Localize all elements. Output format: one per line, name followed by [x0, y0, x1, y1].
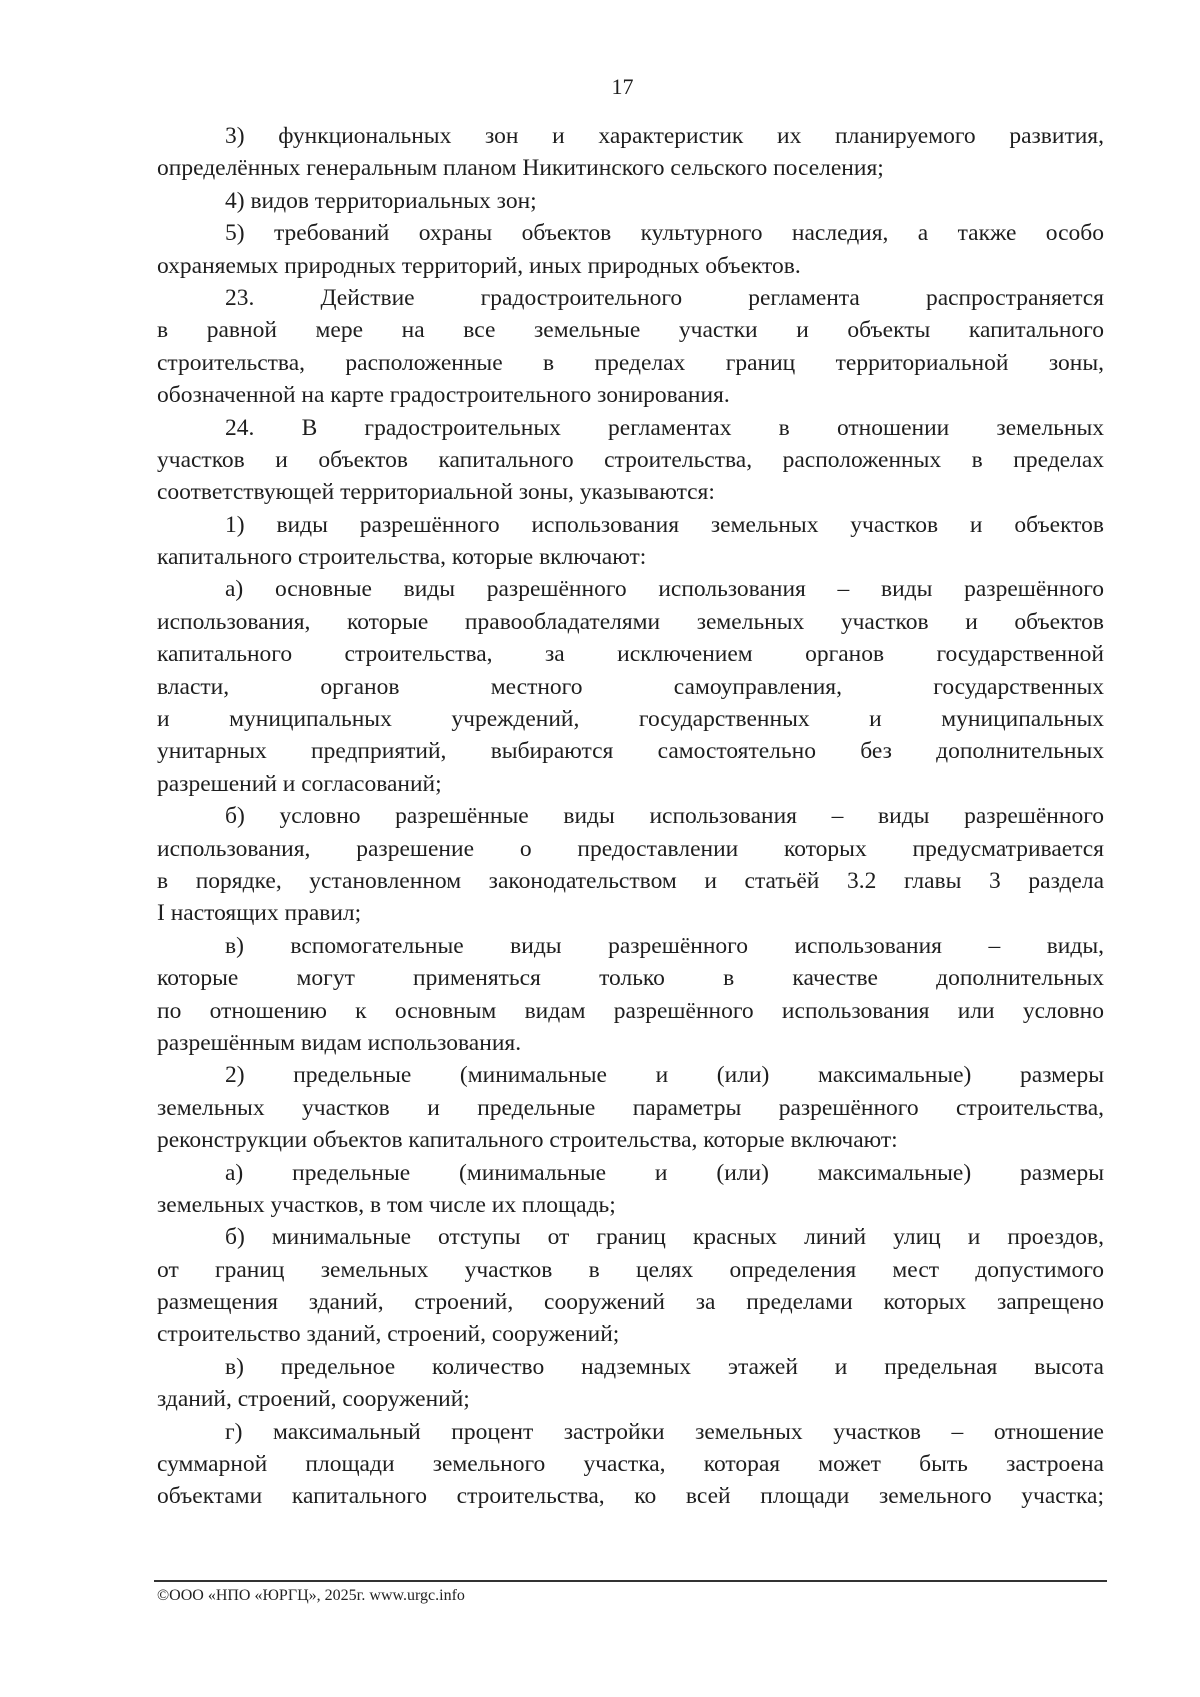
text-line: охраняемых природных территорий, иных природных объектов.	[157, 252, 801, 279]
text-line: б) условно разрешённые виды использования – виды разрешённого	[225, 803, 1104, 830]
text-line: I настоящих правил;	[157, 900, 362, 927]
text-line: использования, разрешение о предоставлении которых предусматривается	[157, 835, 1104, 862]
document-body	[157, 120, 1104, 1513]
text-line: 3) функциональных зон и характеристик их планируемого развития,	[225, 123, 1104, 149]
text-line: а) предельные (минимальные и (или) максимальные) размеры	[225, 1159, 1104, 1186]
text-line: соответствующей территориальной зоны, указываются:	[157, 479, 715, 506]
text-line: использования, которые правообладателями земельных участков и объектов	[157, 608, 1104, 635]
text-line: 24. В градостроительных регламентах в отношении земельных	[225, 414, 1104, 441]
text-line: капитального строительства, которые включают:	[157, 544, 647, 571]
text-line: размещения зданий, строений, сооружений за пределами которых запрещено	[157, 1289, 1104, 1316]
text-line: в равной мере на все земельные участки и объекты капитального	[157, 317, 1104, 344]
text-line: капитального строительства, за исключением органов государственной	[157, 641, 1104, 668]
text-line: а) основные виды разрешённого использования – виды разрешённого	[225, 576, 1104, 603]
text-line: которые могут применяться только в качестве дополнительных	[157, 965, 1104, 992]
text-line: реконструкции объектов капитального строительства, которые включают:	[157, 1127, 898, 1154]
text-line: 5) требований охраны объектов культурного наследия, а также особо	[225, 220, 1104, 247]
text-line: суммарной площади земельного участка, которая может быть застроена	[157, 1451, 1104, 1478]
text-line: власти, органов местного самоуправления, государственных	[157, 673, 1104, 700]
text-line: объектами капитального строительства, ко всей площади земельного участка;	[157, 1483, 1104, 1510]
text-line: в) предельное количество надземных этажей и предельная высота	[225, 1353, 1104, 1380]
text-line: строительство зданий, строений, сооружений;	[157, 1321, 620, 1348]
text-line: обозначенной на карте градостроительного зонирования.	[157, 382, 730, 409]
text-line: разрешений и согласований;	[157, 770, 442, 797]
text-line: б) минимальные отступы от границ красных линий улиц и проездов,	[225, 1224, 1104, 1251]
footer-copyright: ©ООО «НПО «ЮРГЦ», 2025г. www.urgc.info	[157, 1587, 465, 1604]
text-line: по отношению к основным видам разрешённого использования или условно	[157, 997, 1104, 1024]
text-line: г) максимальный процент застройки земельных участков – отношение	[225, 1418, 1104, 1445]
text-line: 1) виды разрешённого использования земельных участков и объектов	[225, 511, 1104, 538]
text-line: строительства, расположенные в пределах границ территориальной зоны,	[157, 349, 1104, 376]
text-line: от границ земельных участков в целях определения мест допустимого	[157, 1256, 1104, 1283]
text-line: земельных участков, в том числе их площадь;	[157, 1191, 616, 1218]
text-line: участков и объектов капитального строительства, расположенных в пределах	[157, 446, 1104, 473]
text-line: 4) видов территориальных зон;	[225, 187, 537, 214]
text-line: 23. Действие градостроительного регламента распространяется	[225, 284, 1104, 311]
text-line: в) вспомогательные виды разрешённого использования – виды,	[225, 932, 1104, 959]
text-line: определённых генеральным планом Никитинского сельского поселения;	[157, 155, 884, 182]
text-line: 2) предельные (минимальные и (или) максимальные) размеры	[225, 1062, 1104, 1089]
footer-divider	[154, 1580, 1107, 1582]
text-line: в порядке, установленном законодательством и статьёй 3.2 главы 3 раздела	[157, 867, 1104, 894]
text-line: разрешённым видам использования.	[157, 1029, 522, 1056]
page-number: 17	[611, 74, 634, 99]
text-line: земельных участков и предельные параметры разрешённого строительства,	[157, 1094, 1104, 1121]
text-line: зданий, строений, сооружений;	[157, 1386, 470, 1413]
text-line: унитарных предприятий, выбираются самостоятельно без дополнительных	[157, 738, 1104, 765]
text-line: и муниципальных учреждений, государственных и муниципальных	[157, 706, 1104, 733]
